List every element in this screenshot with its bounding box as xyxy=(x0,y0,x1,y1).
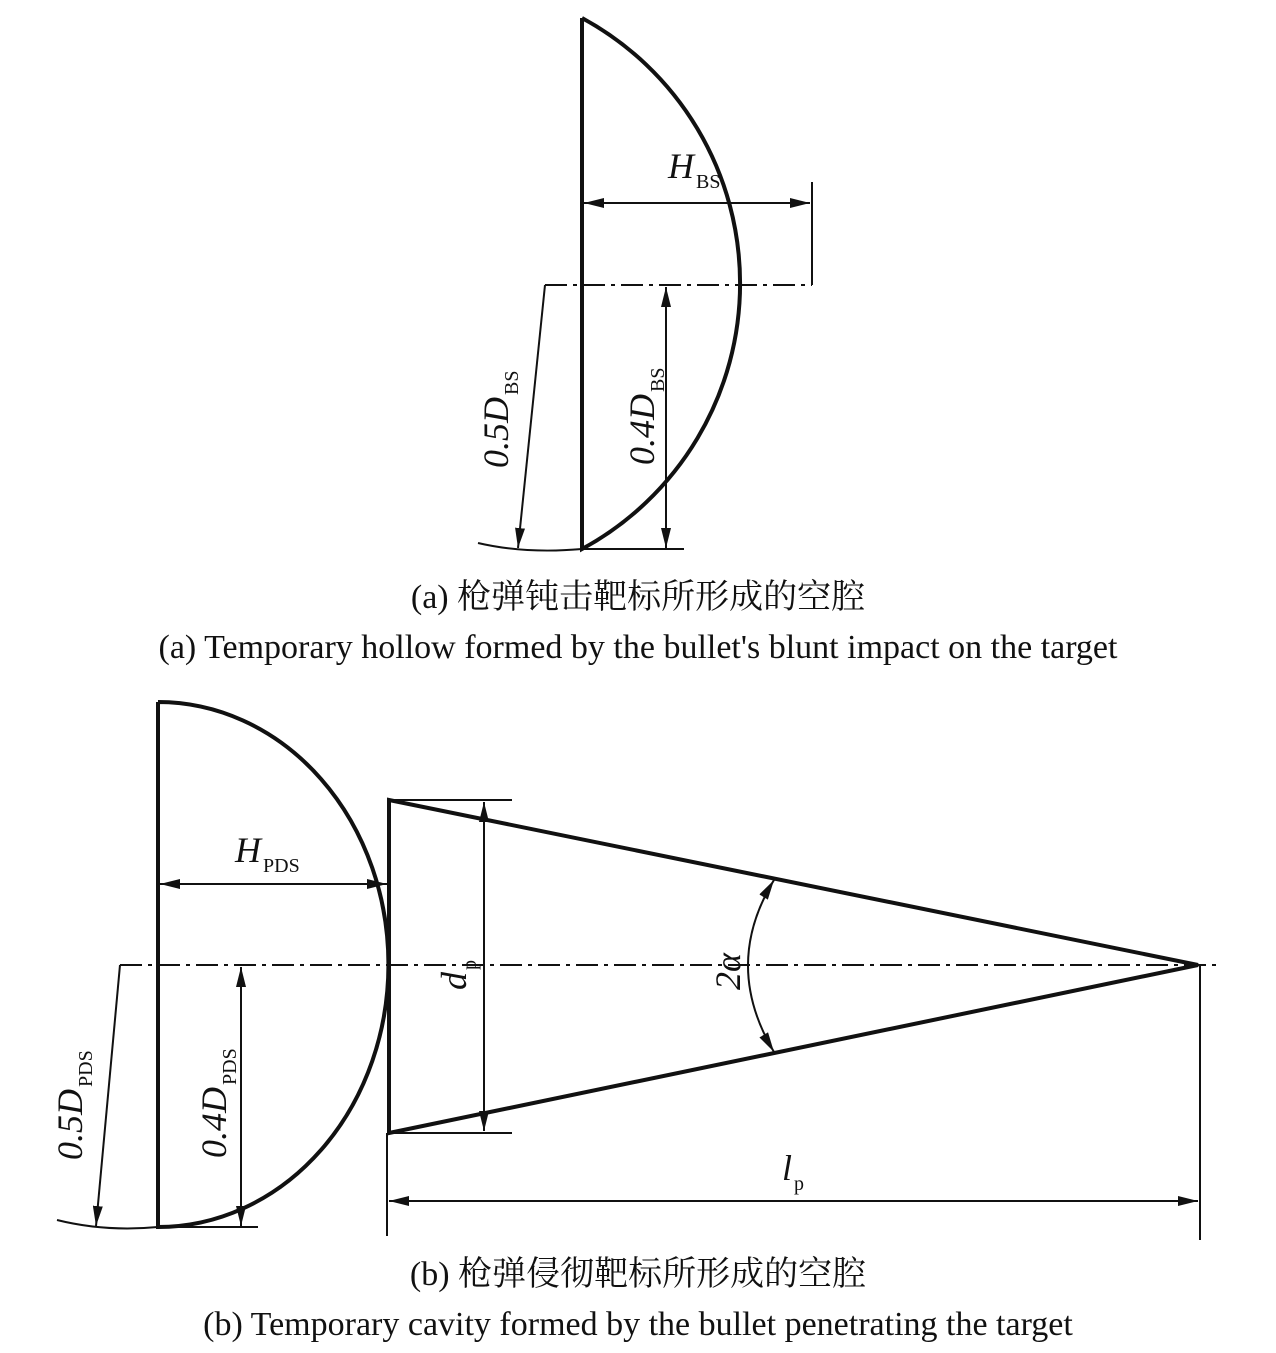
diagram-b xyxy=(50,702,1222,1343)
a-radius-label: 0.5DBS xyxy=(476,370,523,468)
b-cone-outline xyxy=(389,800,1198,1133)
caption-a-english: (a) Temporary hollow formed by the bullet's blunt impact on the target xyxy=(158,629,1118,666)
a-cavity-outline xyxy=(582,18,740,549)
caption-a-chinese: (a) 枪弹钝击靶标所形成的空腔 xyxy=(410,579,866,616)
a-height-label: HBS xyxy=(668,146,721,193)
a-sphere-arc-extension xyxy=(478,543,582,551)
b-height-label: HPDS xyxy=(235,830,300,877)
b-radius-dimension xyxy=(96,965,120,1226)
b-angle-label: 2α xyxy=(708,953,748,990)
diagram-a xyxy=(159,18,1119,666)
a-radius-dimension xyxy=(518,285,545,548)
caption-b-english: (b) Temporary cavity formed by the bullet penetrating the target xyxy=(203,1306,1073,1343)
b-diameter-label: dp xyxy=(434,960,481,990)
b-length-label: lp xyxy=(782,1148,805,1195)
b-radius-label: 0.5DPDS xyxy=(50,1050,97,1160)
caption-b-chinese: (b) 枪弹侵彻靶标所形成的空腔 xyxy=(409,1256,867,1293)
b-sphere-arc-extension xyxy=(57,1220,158,1228)
a-depth-label: 0.4DBS xyxy=(622,367,669,465)
b-depth-label: 0.4DPDS xyxy=(194,1048,241,1158)
